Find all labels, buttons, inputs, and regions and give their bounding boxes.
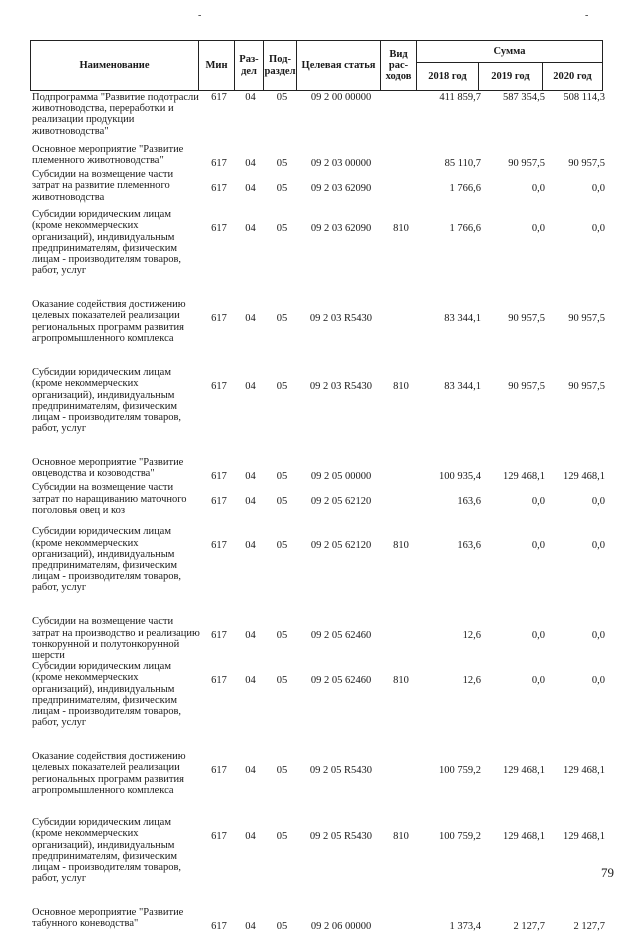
row-razdel: 04 — [245, 765, 256, 777]
row-vid: 810 — [393, 223, 409, 235]
row-sum-2020: 0,0 — [591, 223, 605, 235]
row-vid: 810 — [393, 381, 409, 393]
row-vid: 810 — [393, 675, 409, 687]
row-min: 617 — [211, 471, 227, 483]
row-sum-2018: 1 373,4 — [449, 921, 481, 933]
row-podrazdel: 05 — [276, 158, 288, 169]
row-name: Субсидии юридическим лицам (кроме некоммерческих организаций), индивидуальным предпринимателям, физическим лицам - производителям товаров, работ, услуг — [32, 367, 182, 435]
row-vid — [383, 751, 419, 817]
row-podrazdel: 05 — [276, 675, 288, 687]
table-row — [32, 661, 605, 751]
row-razdel: 04 — [245, 921, 256, 933]
row-target: 09 2 05 R5430 — [309, 765, 373, 777]
row-sum-2019: 129 468,1 — [503, 831, 545, 843]
row-podrazdel: 05 — [276, 630, 288, 642]
table-row — [32, 299, 605, 367]
row-razdel: 04 — [245, 471, 256, 483]
row-sum-2018: 12,6 — [462, 675, 481, 687]
row-sum-2019: 129 468,1 — [503, 471, 545, 483]
row-name: Оказание содействия достижению целевых показателей реализации региональных программ развития агропромышленного комплекса — [32, 751, 186, 796]
row-sum-2020: 0,0 — [591, 675, 605, 687]
row-sum-2020: 129 468,1 — [563, 471, 605, 483]
table-row — [32, 482, 605, 526]
row-min: 617 — [211, 313, 227, 325]
row-razdel: 04 — [245, 675, 256, 687]
row-target: 09 2 03 00000 — [310, 158, 372, 169]
row-min: 617 — [211, 540, 227, 552]
row-vid — [383, 299, 419, 367]
header-name: Наименование — [31, 41, 199, 91]
row-sum-2019: 90 957,5 — [508, 381, 545, 393]
row-target: 09 2 05 62460 — [310, 675, 372, 687]
row-vid — [383, 907, 419, 933]
header-target: Целевая статья — [297, 41, 381, 91]
row-sum-2018: 100 935,4 — [439, 471, 481, 483]
row-sum-2020: 0,0 — [591, 183, 605, 195]
row-sum-2018: 163,6 — [457, 540, 481, 552]
row-sum-2019: 0,0 — [531, 223, 545, 235]
row-podrazdel: 05 — [276, 471, 288, 483]
row-name: Субсидии на возмещение части затрат на производство и реализацию тонкорунной и полутонкорунной шерсти — [32, 616, 200, 662]
row-razdel: 04 — [245, 540, 256, 552]
row-target: 09 2 05 62460 — [310, 630, 372, 642]
row-sum-2018: 163,6 — [457, 496, 481, 508]
row-sum-2019: 90 957,5 — [508, 158, 545, 169]
row-sum-2020: 0,0 — [591, 540, 605, 552]
row-vid — [383, 457, 419, 482]
row-razdel: 04 — [245, 381, 256, 393]
row-target: 09 2 03 62090 — [310, 183, 372, 195]
row-sum-2020: 90 957,5 — [568, 158, 605, 169]
row-vid — [383, 169, 419, 209]
row-sum-2019: 0,0 — [531, 496, 545, 508]
row-name: Субсидии на возмещение части затрат по наращиванию маточного поголовья овец и коз — [32, 482, 187, 516]
row-razdel: 04 — [245, 313, 256, 325]
row-razdel: 04 — [245, 158, 256, 169]
header-year-2019: 2019 год — [479, 63, 543, 91]
table-row — [32, 169, 605, 209]
table-row — [32, 457, 605, 482]
row-target: 09 2 03 R5430 — [309, 381, 373, 393]
row-min: 617 — [211, 675, 227, 687]
row-podrazdel: 05 — [276, 92, 288, 103]
row-vid: 810 — [393, 540, 409, 552]
row-sum-2019: 0,0 — [531, 540, 545, 552]
row-podrazdel: 05 — [276, 183, 288, 195]
row-min: 617 — [211, 496, 227, 508]
row-min: 617 — [211, 381, 227, 393]
row-name: Основное мероприятие "Развитие овцеводства и козоводства" — [32, 457, 184, 480]
row-podrazdel: 05 — [276, 540, 288, 552]
page-number: 79 — [601, 865, 614, 880]
row-sum-2020: 0,0 — [591, 630, 605, 642]
row-sum-2019: 587 354,5 — [503, 92, 545, 103]
table-row — [32, 907, 605, 933]
table-row — [32, 92, 605, 144]
row-min: 617 — [211, 630, 227, 642]
table-row — [32, 751, 605, 817]
row-min: 617 — [211, 765, 227, 777]
row-min: 617 — [211, 223, 227, 235]
budget-table — [32, 92, 605, 933]
row-sum-2019: 0,0 — [531, 630, 545, 642]
row-target: 09 2 05 00000 — [310, 471, 372, 483]
row-name: Субсидии юридическим лицам (кроме некоммерческих организаций), индивидуальным предпринимателям, физическим лицам - производителям товаров, работ, услуг — [32, 209, 182, 277]
row-razdel: 04 — [245, 183, 256, 195]
header-min: Мин — [199, 41, 235, 91]
row-razdel: 04 — [245, 831, 256, 843]
row-sum-2018: 83 344,1 — [444, 313, 481, 325]
row-min: 617 — [211, 92, 227, 103]
row-min: 617 — [211, 831, 227, 843]
header-razdel: Раз-дел — [235, 41, 264, 91]
table-row — [32, 209, 605, 299]
table-row — [32, 526, 605, 616]
row-sum-2020: 508 114,3 — [563, 92, 605, 103]
row-sum-2018: 1 766,6 — [449, 183, 481, 195]
row-sum-2018: 411 859,7 — [439, 92, 481, 103]
row-sum-2019: 90 957,5 — [508, 313, 545, 325]
row-min: 617 — [211, 921, 227, 933]
row-min: 617 — [211, 158, 227, 169]
row-sum-2019: 0,0 — [531, 675, 545, 687]
row-sum-2020: 0,0 — [591, 496, 605, 508]
row-sum-2020: 2 127,7 — [573, 921, 605, 933]
table-row — [32, 144, 605, 169]
header-year-2020: 2020 год — [543, 63, 603, 91]
row-target: 09 2 00 00000 — [310, 92, 372, 103]
header-sum: Сумма — [417, 41, 603, 63]
row-sum-2020: 129 468,1 — [563, 831, 605, 843]
row-sum-2019: 2 127,7 — [513, 921, 545, 933]
row-target: 09 2 05 R5430 — [309, 831, 373, 843]
header-year-2018: 2018 год — [417, 63, 479, 91]
row-vid — [383, 482, 419, 526]
row-name: Субсидии юридическим лицам (кроме некоммерческих организаций), индивидуальным предпринимателям, физическим лицам - производителям товаров, работ, услуг — [32, 526, 182, 594]
row-podrazdel: 05 — [276, 921, 288, 933]
row-target: 09 2 03 R5430 — [309, 313, 373, 325]
row-name: Субсидии юридическим лицам (кроме некоммерческих организаций), индивидуальным предпринимателям, физическим лицам - производителям товаров, работ, услуг — [32, 661, 182, 729]
row-sum-2018: 12,6 — [462, 630, 481, 642]
row-sum-2020: 129 468,1 — [563, 765, 605, 777]
row-podrazdel: 05 — [276, 381, 288, 393]
table-row — [32, 616, 605, 661]
row-sum-2019: 129 468,1 — [503, 765, 545, 777]
row-vid — [383, 92, 419, 144]
row-name: Оказание содействия достижению целевых показателей реализации региональных программ развития агропромышленного комплекса — [32, 299, 186, 344]
row-podrazdel: 05 — [276, 765, 288, 777]
header-podrazdel: Под-раздел — [264, 41, 297, 91]
table-row — [32, 367, 605, 457]
table-header — [30, 40, 603, 91]
row-sum-2020: 90 957,5 — [568, 313, 605, 325]
row-podrazdel: 05 — [276, 496, 288, 508]
table-row — [32, 817, 605, 907]
row-sum-2018: 85 110,7 — [444, 158, 481, 169]
row-name: Основное мероприятие "Развитие табунного коневодства" — [32, 907, 184, 930]
row-razdel: 04 — [245, 496, 256, 508]
row-vid — [383, 616, 419, 661]
row-sum-2018: 100 759,2 — [439, 831, 481, 843]
row-target: 09 2 03 62090 — [310, 223, 372, 235]
row-name: Субсидии на возмещение части затрат на развитие племенного животноводства — [32, 169, 174, 203]
row-vid: 810 — [393, 831, 409, 843]
row-podrazdel: 05 — [276, 313, 288, 325]
scan-mark: - — [198, 10, 202, 21]
scan-mark: - — [585, 10, 589, 21]
row-razdel: 04 — [245, 223, 256, 235]
row-target: 09 2 05 62120 — [310, 496, 372, 508]
row-sum-2020: 90 957,5 — [568, 381, 605, 393]
row-name: Основное мероприятие "Развитие племенного животноводства" — [32, 144, 184, 167]
row-razdel: 04 — [245, 630, 256, 642]
header-vid: Вид рас-ходов — [381, 41, 417, 91]
row-podrazdel: 05 — [276, 223, 288, 235]
row-name: Подпрограмма "Развитие подотрасли животноводства, переработки и реализации продукции животноводства" — [32, 92, 199, 137]
row-sum-2018: 83 344,1 — [444, 381, 481, 393]
row-sum-2019: 0,0 — [531, 183, 545, 195]
row-sum-2018: 100 759,2 — [439, 765, 481, 777]
row-name: Субсидии юридическим лицам (кроме некоммерческих организаций), индивидуальным предпринимателям, физическим лицам - производителям товаров, работ, услуг — [32, 817, 182, 885]
row-sum-2018: 1 766,6 — [449, 223, 481, 235]
row-target: 09 2 06 00000 — [310, 921, 372, 933]
row-target: 09 2 05 62120 — [310, 540, 372, 552]
row-razdel: 04 — [245, 92, 256, 103]
row-min: 617 — [211, 183, 227, 195]
row-vid — [383, 144, 419, 169]
row-podrazdel: 05 — [276, 831, 288, 843]
